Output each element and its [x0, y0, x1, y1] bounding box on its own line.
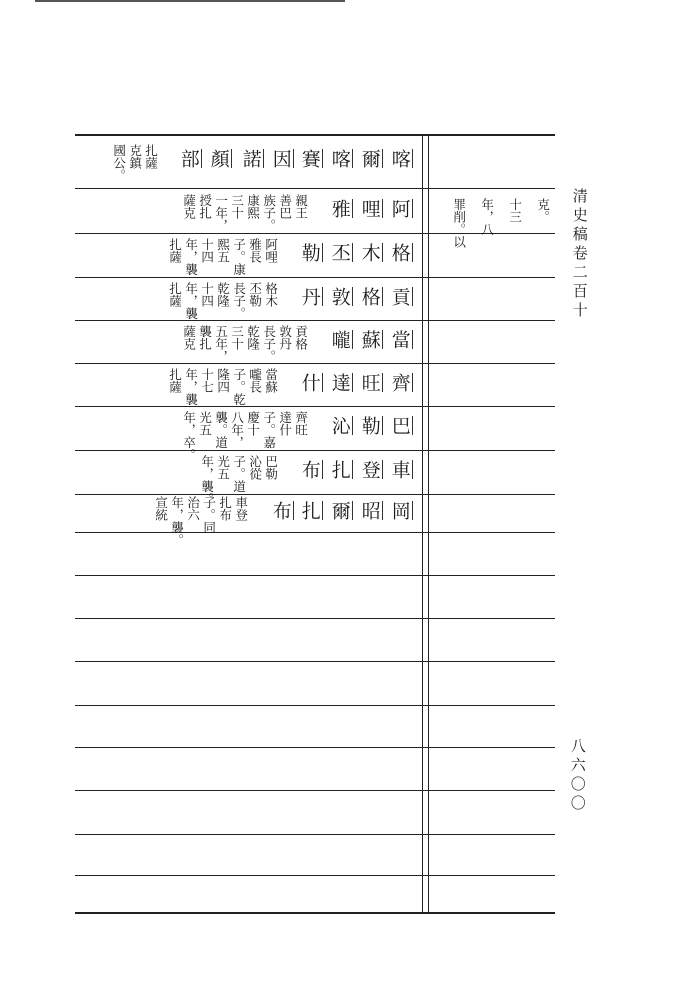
entry-detail-column: 光五 — [197, 411, 213, 436]
entry-name-char: 沁 — [328, 416, 351, 435]
entry-detail-column: 年，襲 — [183, 281, 199, 319]
entry-detail-column: 子。乾 — [231, 367, 247, 405]
entry-detail-column: 八年， — [229, 411, 245, 449]
remark-column: 克。 — [535, 198, 551, 223]
entry-detail-column: 當蘇 — [263, 367, 279, 393]
table-row-line — [75, 661, 555, 662]
entry-name-char: 登 — [358, 460, 381, 479]
entry-name-char: 布 — [298, 460, 321, 479]
entry-detail-column: 阿哩 — [263, 238, 279, 263]
entry-name-char: 賽 — [298, 149, 321, 168]
entry-detail-column: 格木 — [263, 281, 279, 307]
entry-detail-column: 治六 — [185, 496, 201, 521]
entry-name-char: 阿 — [388, 198, 411, 218]
entry-detail-column: 親王 — [293, 193, 309, 219]
entry-detail-column: 年，卒。 — [181, 411, 197, 461]
entry-name-char: 扎 — [328, 460, 351, 479]
entry-name-char: 因 — [269, 149, 292, 168]
entry-name-char: 丹 — [298, 286, 321, 306]
entry-detail-column: 襲扎 — [197, 324, 213, 350]
entry-detail-column: 丕勒 — [247, 281, 263, 307]
entry-name-char: 扎 — [298, 501, 321, 520]
entry-detail-column: 隆四 — [215, 367, 231, 393]
entry-name-char: 嚨 — [328, 329, 351, 349]
entry-detail-column: 一年， — [213, 193, 229, 231]
entry-detail-column: 克鎮 — [127, 144, 143, 169]
table-column-divider-1 — [422, 134, 423, 912]
table-row-line — [75, 875, 555, 876]
entry-name-char: 蘇 — [358, 329, 381, 349]
table-row-line — [75, 320, 555, 321]
entry-detail-column: 扎薩 — [167, 281, 183, 307]
entry-name-char: 當 — [388, 329, 411, 349]
entry-detail-column: 十七 — [199, 367, 215, 393]
entry-detail-column: 宣統 — [153, 496, 169, 521]
entry-detail-column: 巴勒 — [263, 455, 279, 480]
entry-name-char: 木 — [358, 243, 381, 262]
entry-detail-column: 乾隆 — [245, 324, 261, 350]
entry-detail-column: 年，襲。 — [169, 496, 185, 546]
entry-detail-column: 三十 — [229, 193, 245, 219]
entry-detail-column: 扎薩 — [167, 367, 183, 393]
entry-detail-column: 車登 — [233, 496, 249, 521]
entry-name-char: 布 — [269, 501, 292, 520]
entry-name-char: 巴 — [388, 416, 411, 435]
table-row-line — [75, 618, 555, 619]
entry-detail-column: 年，襲 — [183, 367, 199, 405]
entry-detail-column: 齊旺 — [293, 411, 309, 436]
entry-detail-column: 長子。 — [231, 281, 247, 319]
table-bottom-border — [75, 912, 555, 914]
entry-detail-column: 乾隆 — [215, 281, 231, 307]
entry-name-char: 丕 — [328, 243, 351, 262]
table-row-line — [75, 188, 555, 189]
entry-detail-column: 貢格 — [293, 324, 309, 350]
entry-name-char: 達 — [328, 372, 351, 392]
entry-detail-column: 善巴 — [277, 193, 293, 219]
entry-name-char: 格 — [388, 243, 411, 262]
page-number: 八六〇〇 — [568, 738, 587, 814]
entry-detail-column: 襲。道 — [213, 411, 229, 449]
entry-detail-column: 授扎 — [197, 193, 213, 219]
entry-name-char: 車 — [388, 460, 411, 479]
entry-name-char: 敦 — [328, 286, 351, 306]
entry-detail-column: 慶十 — [245, 411, 261, 436]
entry-name-char: 勒 — [358, 416, 381, 435]
entry-detail-column: 子。嘉 — [261, 411, 277, 449]
remark-column: 十三 — [507, 198, 523, 223]
entry-detail-column: 扎布 — [217, 496, 233, 521]
entry-detail-column: 熙五 — [215, 238, 231, 263]
entry-detail-column: 年，襲 — [183, 238, 199, 276]
remark-column: 罪削。以 — [451, 198, 467, 248]
table-row-line — [75, 450, 555, 451]
entry-name-char: 岡 — [388, 501, 411, 520]
table-row-line — [75, 406, 555, 407]
table-row-line — [75, 277, 555, 278]
entry-detail-column: 康熙 — [245, 193, 261, 219]
table-row-line — [75, 532, 555, 533]
scan-artifact-line — [35, 0, 345, 2]
entry-detail-column: 薩克 — [181, 193, 197, 219]
entry-detail-column: 族子。 — [261, 193, 277, 231]
table-row-line — [75, 494, 555, 495]
entry-detail-column: 五年， — [213, 324, 229, 362]
entry-name-char: 部 — [177, 149, 200, 168]
entry-name-char: 齊 — [388, 372, 411, 392]
entry-detail-column: 扎薩 — [143, 144, 159, 169]
entry-name-char: 雅 — [328, 198, 351, 218]
table-column-divider-2 — [428, 134, 429, 912]
entry-name-char: 什 — [298, 372, 321, 392]
entry-name-char: 旺 — [358, 372, 381, 392]
entry-name-char: 昭 — [358, 501, 381, 520]
entry-name-char: 格 — [358, 286, 381, 306]
entry-detail-column: 薩克 — [181, 324, 197, 350]
table-row-line — [75, 834, 555, 835]
table-row-line — [75, 363, 555, 364]
table-row-line — [75, 705, 555, 706]
entry-detail-column: 年，襲。 — [199, 455, 215, 505]
entry-detail-column: 扎薩 — [167, 238, 183, 263]
entry-name-char: 喀 — [328, 149, 351, 168]
entry-detail-column: 子。同 — [201, 496, 217, 534]
entry-detail-column: 達什 — [277, 411, 293, 436]
entry-detail-column: 國公。 — [111, 144, 127, 182]
entry-name-char: 哩 — [358, 198, 381, 218]
side-title: 清史稿卷二百十 — [570, 188, 589, 321]
table-row-line — [75, 747, 555, 748]
entry-detail-column: 敦丹 — [277, 324, 293, 350]
entry-name-char: 爾 — [328, 501, 351, 520]
remark-column: 年，八 — [479, 198, 495, 236]
entry-detail-column: 十四 — [199, 238, 215, 263]
table-row-line — [75, 790, 555, 791]
entry-name-char: 貢 — [388, 286, 411, 306]
entry-detail-column: 長子。 — [261, 324, 277, 362]
entry-name-char: 諾 — [239, 149, 262, 168]
entry-name-char: 喀 — [388, 149, 411, 168]
table-row-line — [75, 575, 555, 576]
entry-detail-column: 子。道 — [231, 455, 247, 493]
table-top-border — [75, 134, 555, 136]
entry-name-char: 勒 — [298, 243, 321, 262]
entry-detail-column: 沁從 — [247, 455, 263, 480]
entry-detail-column: 三十 — [229, 324, 245, 350]
entry-detail-column: 十四 — [199, 281, 215, 307]
entry-name-char: 爾 — [358, 149, 381, 168]
entry-detail-column: 嚨長 — [247, 367, 263, 393]
entry-detail-column: 子。康 — [231, 238, 247, 276]
entry-detail-column: 雅長 — [247, 238, 263, 263]
entry-name-char: 顏 — [207, 149, 230, 168]
entry-detail-column: 光五 — [215, 455, 231, 480]
